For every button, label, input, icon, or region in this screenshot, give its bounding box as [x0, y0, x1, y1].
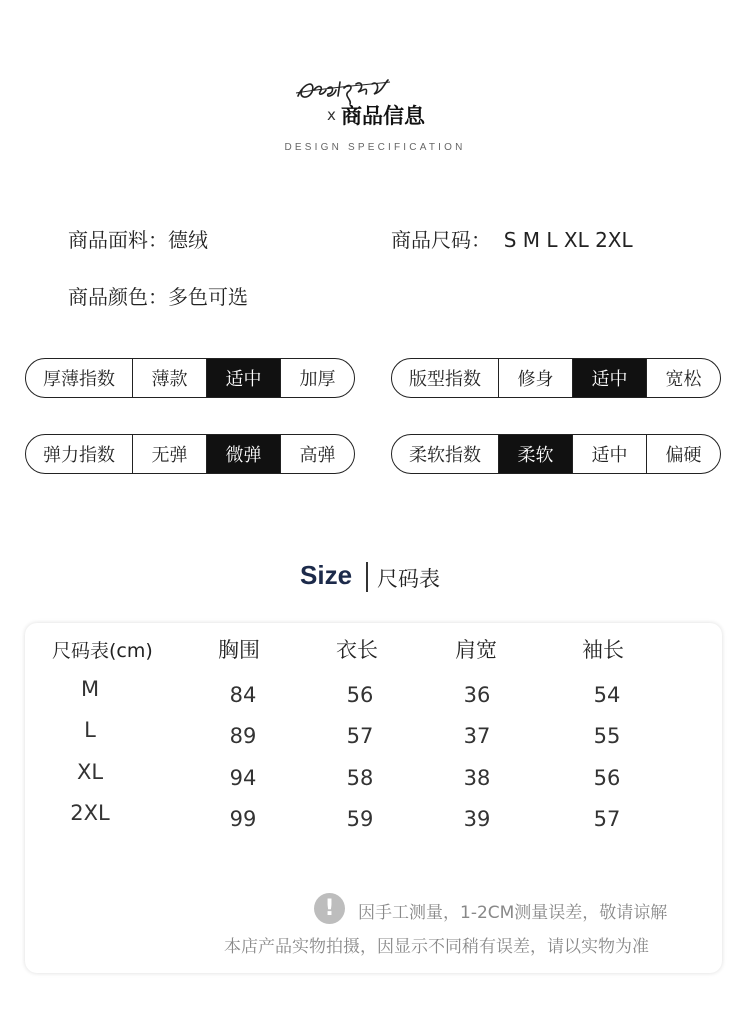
table-cell: 54	[593, 683, 621, 707]
x-mark: x	[327, 106, 336, 124]
elasticity-index	[25, 434, 355, 474]
colors-info: 商品颜色：多色可选	[68, 285, 248, 309]
table-cell: 37	[463, 724, 491, 748]
index-option-selected: 柔软	[498, 435, 572, 473]
index-option-selected: 适中	[206, 359, 280, 397]
softness-index	[391, 434, 721, 474]
index-option: 无弹	[132, 435, 206, 473]
table-cell: 56	[593, 766, 621, 790]
table-cell: 57	[346, 724, 374, 748]
index-option-selected: 微弹	[206, 435, 280, 473]
table-cell: 94	[229, 766, 257, 790]
exclamation-icon: !	[314, 893, 345, 924]
size-title-en: Size	[300, 560, 353, 590]
fabric-info: 商品面料：德绒	[68, 228, 208, 252]
table-header-sleeve: 袖长	[582, 638, 624, 662]
index-option: 偏硬	[646, 435, 720, 473]
row-size-label: 2XL	[70, 801, 110, 825]
measurement-note: 因手工测量，1-2CM测量误差，敬请谅解	[358, 903, 668, 923]
index-option: 适中	[572, 435, 646, 473]
index-label: 弹力指数	[43, 445, 115, 466]
table-cell: 58	[346, 766, 374, 790]
index-option: 高弹	[280, 435, 354, 473]
row-size-label: L	[84, 718, 96, 742]
table-cell: 38	[463, 766, 491, 790]
title-divider	[366, 562, 368, 592]
row-size-label: XL	[76, 760, 104, 784]
row-size-label: M	[80, 677, 100, 701]
index-option: 薄款	[132, 359, 206, 397]
table-header-length: 衣长	[336, 638, 378, 662]
sizes-info: 商品尺码： S M L XL 2XL	[391, 228, 633, 252]
index-option: 宽松	[646, 359, 720, 397]
photo-note: 本店产品实物拍摄，因显示不同稍有误差，请以实物为准	[224, 937, 649, 957]
page-title: 商品信息	[341, 104, 425, 128]
index-option: 修身	[498, 359, 572, 397]
index-label: 厚薄指数	[43, 369, 115, 390]
index-label: 柔软指数	[409, 445, 481, 466]
table-cell: 89	[229, 724, 257, 748]
page-subtitle: DESIGN SPECIFICATION	[284, 142, 466, 153]
table-header-size: 尺码表(cm)	[52, 640, 153, 662]
table-cell: 59	[346, 807, 374, 831]
size-title-cn: 尺码表	[377, 567, 440, 591]
index-option: 加厚	[280, 359, 354, 397]
table-cell: 99	[229, 807, 257, 831]
table-header-chest: 胸围	[218, 638, 260, 662]
index-label: 版型指数	[409, 369, 481, 390]
table-cell: 39	[463, 807, 491, 831]
fit-index	[391, 358, 721, 398]
thickness-index	[25, 358, 355, 398]
table-header-shoulder: 肩宽	[455, 638, 497, 662]
index-option-selected: 适中	[572, 359, 646, 397]
table-cell: 55	[593, 724, 621, 748]
table-cell: 36	[463, 683, 491, 707]
table-cell: 84	[229, 683, 257, 707]
table-cell: 57	[593, 807, 621, 831]
table-cell: 56	[346, 683, 374, 707]
